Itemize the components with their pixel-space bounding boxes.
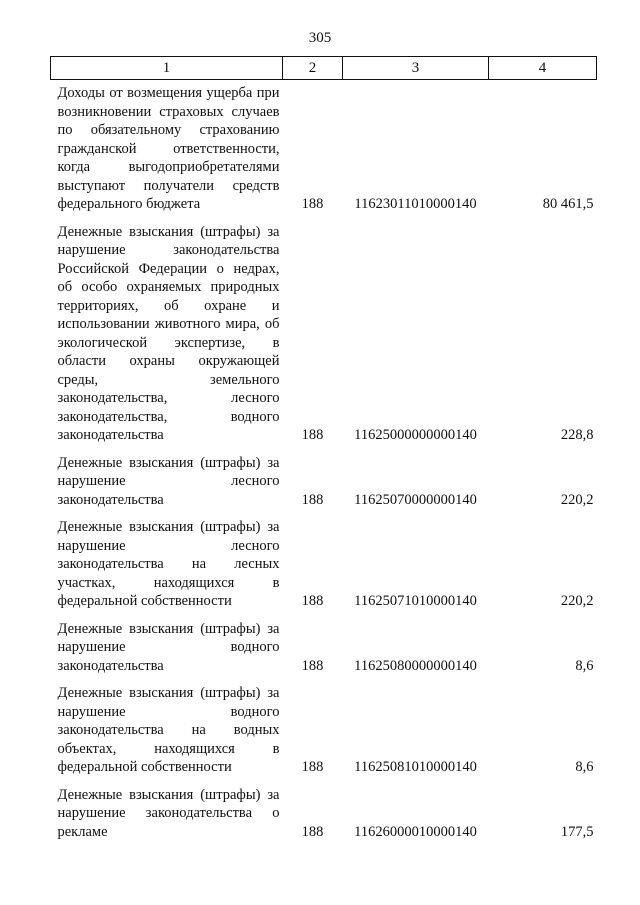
row-name: Денежные взыскания (штрафы) за нарушение законодательства о рекламе bbox=[57, 786, 280, 840]
row-name: Доходы от возмещения ущерба при возникновении страховых случаев по обязательному страхованию гражданской ответственности, когда выгодоприобретателями выступают получатели средств федерального бюджета bbox=[57, 85, 280, 212]
row-admin-code: 188 bbox=[301, 759, 324, 775]
row-admin-code: 188 bbox=[301, 427, 324, 443]
table-row bbox=[51, 219, 597, 450]
table-row bbox=[51, 680, 597, 782]
table-row bbox=[51, 514, 597, 616]
row-amount: 220,2 bbox=[560, 593, 594, 609]
column-header-1: 1 bbox=[51, 57, 283, 80]
table-row bbox=[51, 616, 597, 681]
table-header-row bbox=[51, 57, 597, 80]
row-budget-code: 11625080000000140 bbox=[354, 657, 477, 674]
table-row bbox=[51, 80, 597, 219]
row-budget-code: 11623011010000140 bbox=[354, 196, 477, 212]
row-name: Денежные взыскания (штрафы) за нарушение водного законодательства bbox=[57, 620, 280, 674]
row-budget-code: 11625081010000140 bbox=[354, 759, 477, 775]
row-amount: 177,5 bbox=[560, 823, 594, 840]
row-amount: 220,2 bbox=[560, 491, 594, 508]
row-name: Денежные взыскания (штрафы) за нарушение водного законодательства на водных объектах, находящихся в федеральной собственности bbox=[57, 685, 280, 775]
row-amount: 228,8 bbox=[560, 427, 594, 443]
row-budget-code: 11625000000000140 bbox=[354, 427, 477, 443]
revenue-table bbox=[50, 56, 597, 846]
row-admin-code: 188 bbox=[301, 491, 324, 508]
column-header-4: 4 bbox=[489, 57, 597, 80]
page-number: 305 bbox=[308, 30, 332, 46]
row-name: Денежные взыскания (штрафы) за нарушение лесного законодательства на лесных участках, находящихся в федеральной собственности bbox=[57, 519, 280, 609]
row-amount: 80 461,5 bbox=[542, 196, 594, 212]
row-admin-code: 188 bbox=[301, 657, 324, 674]
table-row bbox=[51, 450, 597, 515]
row-budget-code: 11625071010000140 bbox=[354, 593, 477, 609]
table-row bbox=[51, 782, 597, 847]
row-budget-code: 11625070000000140 bbox=[354, 491, 477, 508]
row-amount: 8,6 bbox=[575, 759, 594, 775]
column-header-3: 3 bbox=[343, 57, 489, 80]
column-header-2: 2 bbox=[283, 57, 343, 80]
row-amount: 8,6 bbox=[575, 657, 594, 674]
row-name: Денежные взыскания (штрафы) за нарушение законодательства Российской Федерации о недрах, об особо охраняемых природных территориях, об охране и использовании животного мира, об экологической экспертизе, в области охраны окружающей среды, земельного законодательства, лесного законодательства, водного законодательства bbox=[57, 223, 280, 443]
row-budget-code: 11626000010000140 bbox=[354, 823, 477, 840]
row-admin-code: 188 bbox=[301, 196, 324, 212]
row-name: Денежные взыскания (штрафы) за нарушение лесного законодательства bbox=[57, 454, 280, 508]
row-admin-code: 188 bbox=[301, 593, 324, 609]
row-admin-code: 188 bbox=[301, 823, 324, 840]
